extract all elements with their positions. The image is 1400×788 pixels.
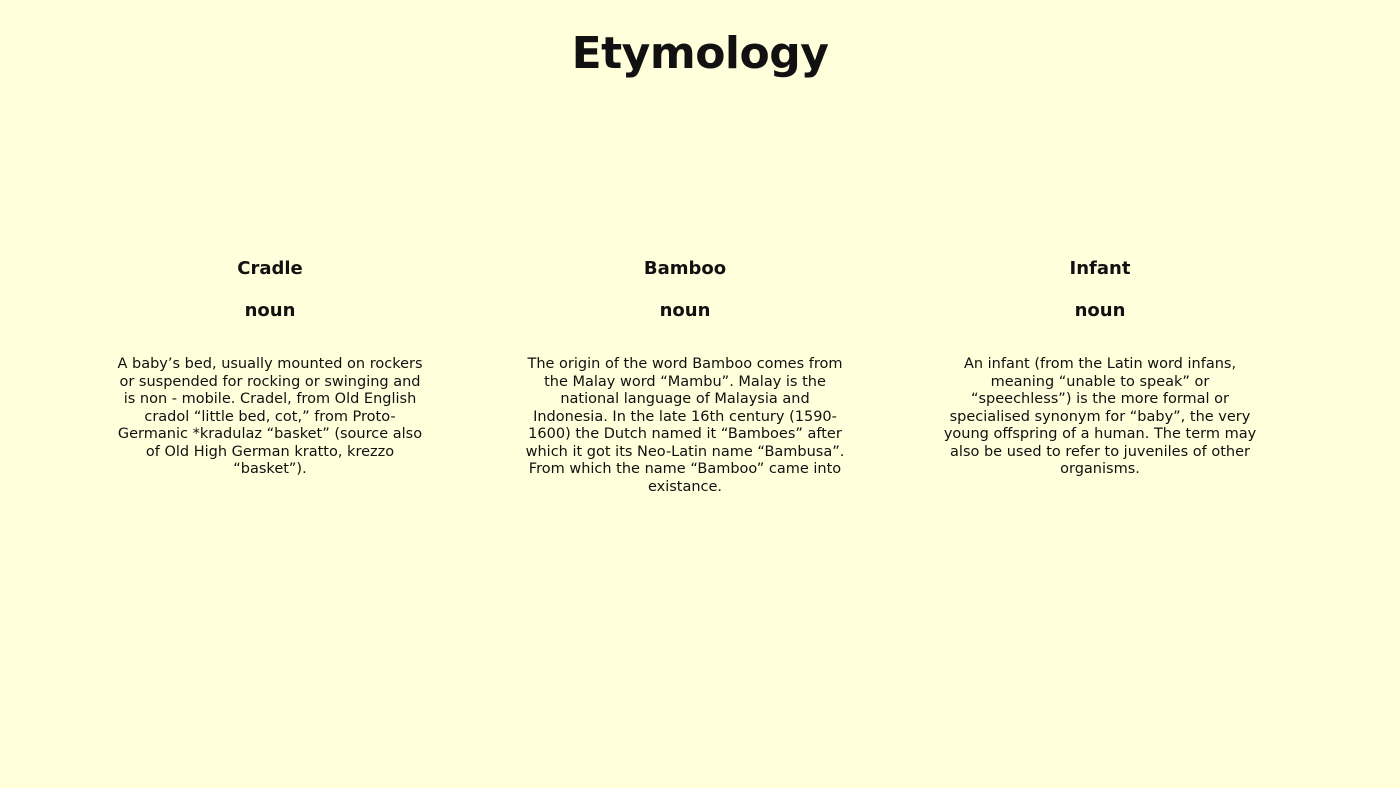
entry-part-of-speech: noun — [244, 300, 296, 321]
entry-part-of-speech: noun — [659, 300, 711, 321]
entry-part-of-speech: noun — [1074, 300, 1126, 321]
entry-infant — [942, 256, 1258, 479]
entry-bamboo — [524, 256, 846, 496]
entry-cradle — [112, 256, 428, 479]
entry-definition: The origin of the word Bamboo comes from the Malay word “Mambu”. Malay is the national language of Malaysia and Indonesia. In the late 16th century (1590-1600) the Dutch named it “Bamboes” after which it got its Neo-Latin name “Bambusa”. From which the name “Bamboo” came into existance. — [525, 356, 845, 495]
entry-term: Infant — [1069, 258, 1131, 279]
page-title: Etymology — [571, 28, 829, 79]
entry-term: Bamboo — [643, 258, 727, 279]
entry-term: Cradle — [237, 258, 303, 279]
entry-definition: A baby’s bed, usually mounted on rockers or suspended for rocking or swinging and is non - mobile. Cradel, from Old English cradol “little bed, cot,” from Proto-Germanic *kradulaz “basket” (source also of Old High German kratto, krezzo “basket”). — [117, 356, 423, 477]
entry-definition: An infant (from the Latin word infans, meaning “unable to speak” or “speechless”) is the more formal or specialised synonym for “baby”, the very young offspring of a human. The term may also be used to refer to juveniles of other organisms. — [943, 356, 1257, 477]
etymology-entries — [0, 256, 1400, 556]
